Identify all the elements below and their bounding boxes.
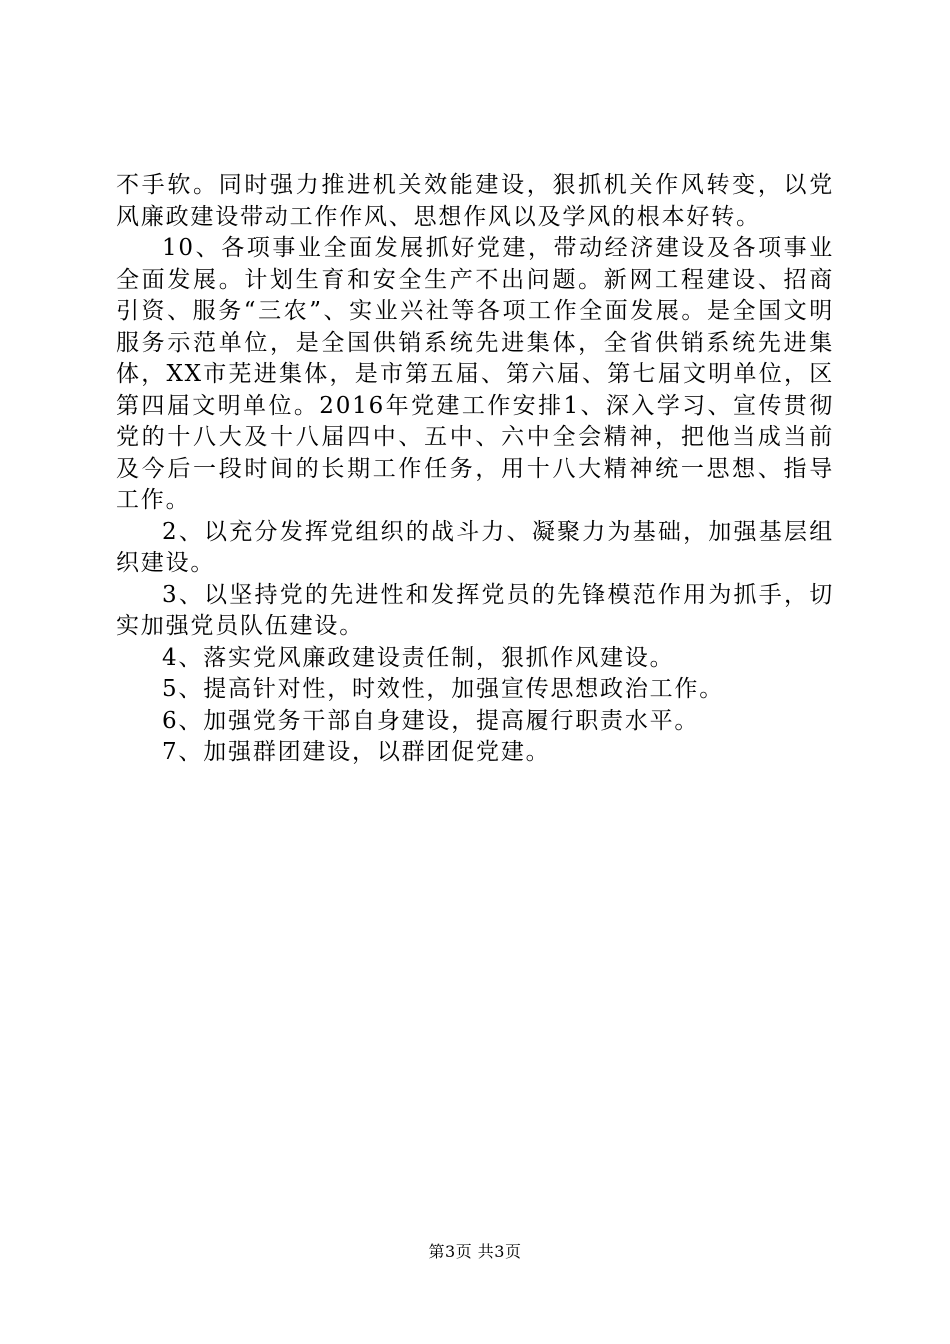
paragraph-item-6: 6、加强党务干部自身建设，提高履行职责水平。 — [162, 707, 700, 734]
page-number-footer: 第3页 共3页 — [428, 1242, 522, 1261]
paragraph-item-3: 3、以坚持党的先进性和发挥党员的先锋模范作用为抓手，切实加强党员队伍建设。 — [116, 581, 834, 639]
document-body — [116, 170, 834, 769]
paragraph-item-10: 10、各项事业全面发展抓好党建，带动经济建设及各项事业全面发展。计划生育和安全生产不出问题。新网工程建设、招商引资、服务“三农”、实业兴社等各项工作全面发展。是全国文明服务示范单位，是全国供销系统先进集体，全省供销系统先进集体，XX市芜进集体，是市第五届、第六届、第七届文明单位，区第四届文明单位。2016年党建工作安排1、深入学习、宣传贯彻党的十八大及十八届四中、五中、六中全会精神，把他当成当前及今后一段时间的长期工作任务，用十八大精神统一思想、指导工作。 — [116, 235, 834, 513]
paragraph-item-2: 2、以充分发挥党组织的战斗力、凝聚力为基础，加强基层组织建设。 — [116, 518, 834, 576]
paragraph-item-4: 4、落实党风廉政建设责任制，狠抓作风建设。 — [162, 644, 675, 671]
paragraph-item-5: 5、提高针对性，时效性，加强宣传思想政治工作。 — [162, 676, 725, 702]
paragraph-item-7: 7、加强群团建设，以群团促党建。 — [162, 739, 551, 765]
paragraph-continuation: 不手软。同时强力推进机关效能建设，狠抓机关作风转变，以党风廉政建设带动工作作风、思想作风以及学风的根本好转。 — [116, 172, 834, 230]
